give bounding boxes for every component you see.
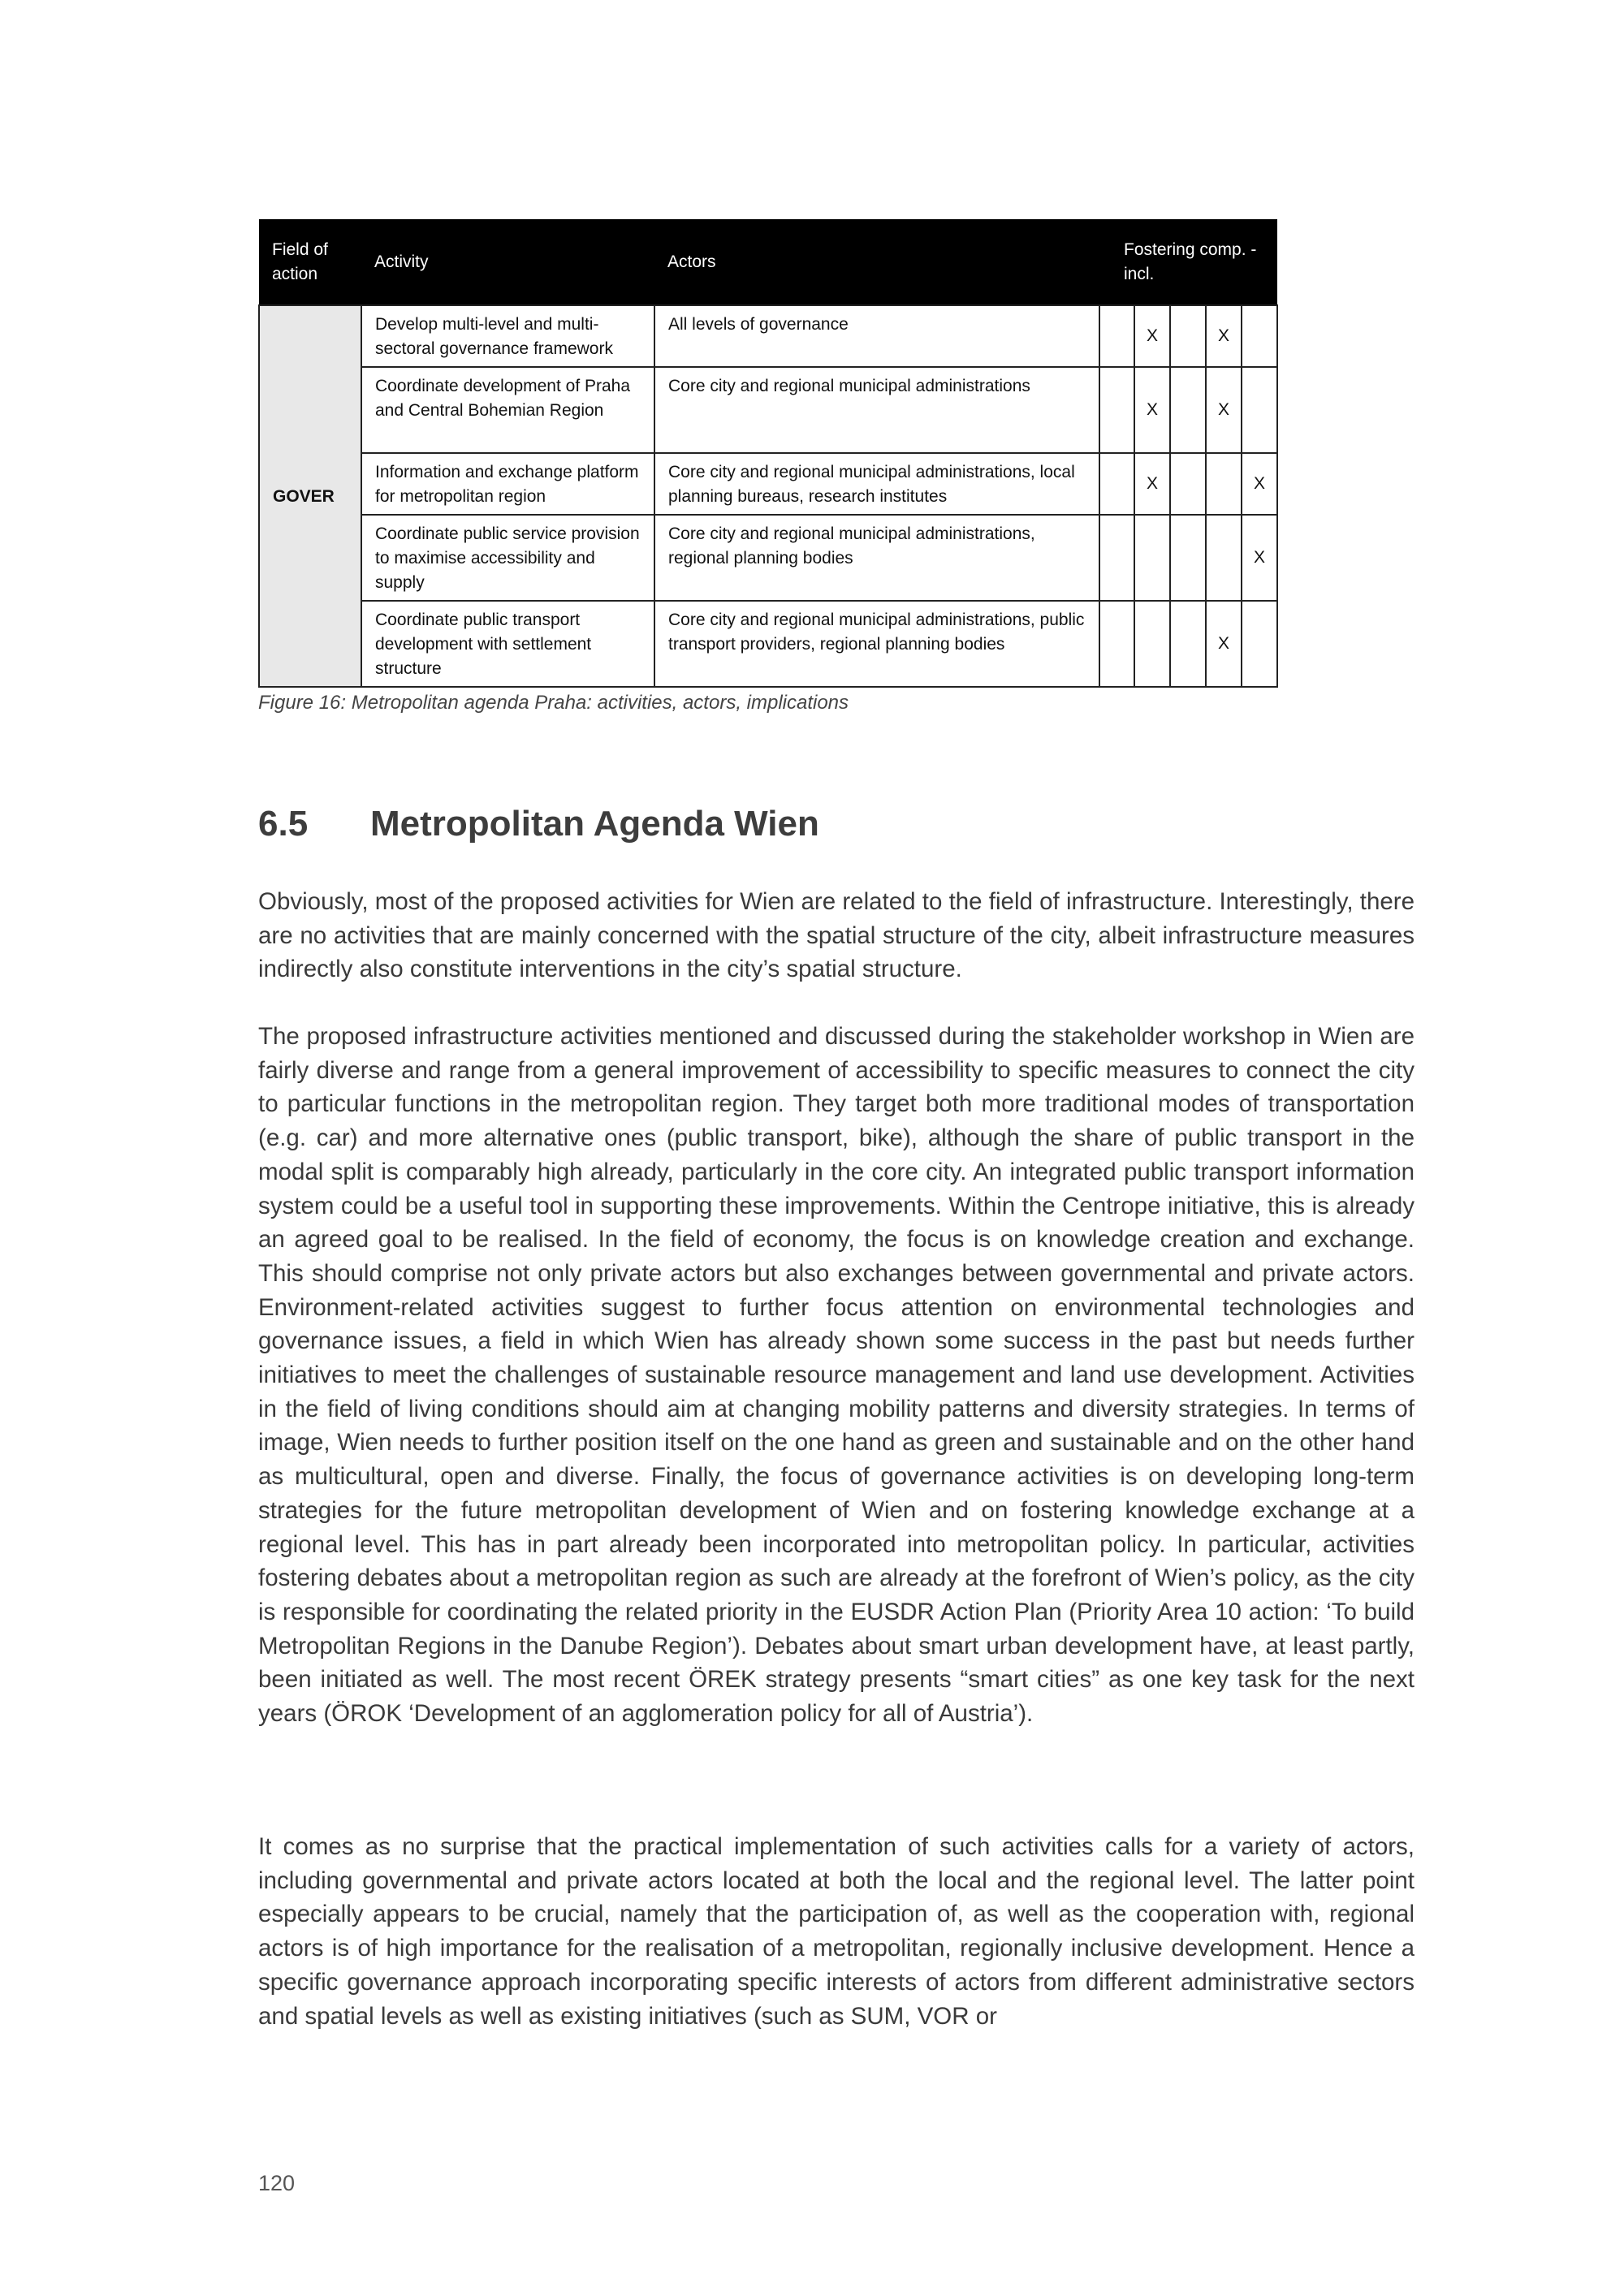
mark-cell (1099, 515, 1134, 601)
table-header-row (259, 219, 1277, 305)
mark-cell (1134, 515, 1170, 601)
body-paragraph: It comes as no surprise that the practical implementation of such activities calls for a variety of actors, including governmental and private actors located at both the local and the regional level. The latter point especially appears to be crucial, namely that the participation of, as well as the cooperation with, regional actors is of high importance for the realisation of a metropolitan, regionally inclusive development. Hence a specific governance approach incorporating specific interests of actors from different administrative sectors and spatial levels as well as existing initiatives (such as SUM, VOR or (258, 1833, 1415, 2030)
field-of-action-cell: GOVER (259, 305, 361, 687)
mark-cell (1134, 601, 1170, 687)
mark-cell (1170, 453, 1206, 515)
mark-cell (1242, 601, 1277, 687)
activity-cell: Develop multi-level and multi-sectoral governance framework (361, 305, 654, 367)
header-field-of-action: Field of action (259, 219, 361, 305)
mark-cell (1170, 515, 1206, 601)
mark-cell (1099, 305, 1134, 367)
table-row (259, 515, 1277, 601)
section-number: 6.5 (258, 804, 309, 844)
activity-cell: Information and exchange platform for metropolitan region (361, 453, 654, 515)
mark-cell: X (1206, 305, 1242, 367)
header-fostering: Fostering comp. - incl. (1099, 219, 1277, 305)
mark-cell (1242, 367, 1277, 453)
figure-caption: Figure 16: Metropolitan agenda Praha: activities, actors, implications (258, 692, 849, 714)
section-heading (258, 804, 819, 844)
activity-cell: Coordinate public transport development with settlement structure (361, 601, 654, 687)
actors-cell: All levels of governance (654, 305, 1099, 367)
mark-cell (1170, 367, 1206, 453)
mark-cell (1099, 453, 1134, 515)
mark-cell (1206, 453, 1242, 515)
mark-cell: X (1206, 601, 1242, 687)
actors-cell: Core city and regional municipal administrations (654, 367, 1099, 453)
activity-cell: Coordinate public service provision to maximise accessibility and supply (361, 515, 654, 601)
mark-cell: X (1206, 367, 1242, 453)
mark-cell (1099, 601, 1134, 687)
body-paragraph: The proposed infrastructure activities mentioned and discussed during the stakeholder workshop in Wien are fairly diverse and range from a general improvement of accessibility to specific measures to connect the city to particular functions in the metropolitan region. They target both more traditional modes of transportation (e.g. car) and more alternative ones (public transport, bike), although the share of public transport in the modal split is comparably high already, particularly in the core city. An integrated public transport information system could be a useful tool in supporting these improvements. Within the Centrope initiative, this is already an agreed goal to be realised. In the field of economy, the focus is on knowledge creation and exchange. This should comprise not only private actors but also exchanges between governmental and private actors. Environment-related activities suggest to further focus attention on environmental technologies and governance issues, a field in which Wien has already shown some success in the past but needs further initiatives to meet the challenges of sustainable resource management and land use development. Activities in the field of living conditions should aim at changing mobility patterns and diversity strategies. In terms of image, Wien needs to further position itself on the one hand as green and sustainable and on the other hand as multicultural, open and diverse. Finally, the focus of governance activities is on developing long-term strategies for the future metropolitan development of Wien and on fostering knowledge exchange at a regional level. This has in part already been incorporated into metropolitan policy. In particular, activities fostering debates about a metropolitan region as such are already at the forefront of Wien’s policy, as the city is responsible for coordinating the related priority in the EUSDR Action Plan (Priority Area 10 action: ‘To build Metropolitan Regions in the Danube Region’). Debates about smart urban development have, at least partly, been initiated as well. The most recent ÖREK strategy presents “smart cities” as one key task for the next years (ÖROK ‘Development of an agglomeration policy for all of Austria’). (258, 1023, 1415, 1728)
header-actors: Actors (654, 219, 1099, 305)
actors-cell: Core city and regional municipal administrations, local planning bureaus, research institutes (654, 453, 1099, 515)
mark-cell (1099, 367, 1134, 453)
mark-cell: X (1134, 453, 1170, 515)
agenda-table (258, 219, 1278, 688)
header-activity: Activity (361, 219, 654, 305)
actors-cell: Core city and regional municipal administrations, public transport providers, regional planning bodies (654, 601, 1099, 687)
page-number: 120 (258, 2171, 296, 2195)
table-row (259, 305, 1277, 367)
table-row (259, 367, 1277, 453)
table-row (259, 601, 1277, 687)
mark-cell: X (1242, 515, 1277, 601)
mark-cell: X (1134, 367, 1170, 453)
mark-cell (1242, 305, 1277, 367)
mark-cell: X (1242, 453, 1277, 515)
mark-cell: X (1134, 305, 1170, 367)
section-title: Metropolitan Agenda Wien (370, 804, 819, 844)
activity-cell: Coordinate development of Praha and Central Bohemian Region (361, 367, 654, 453)
table-row (259, 453, 1277, 515)
body-paragraph: Obviously, most of the proposed activities for Wien are related to the field of infrastructure. Interestingly, there are no activities that are mainly concerned with the spatial structure of the city, albeit infrastructure measures indirectly also constitute interventions in the city’s spatial structure. (258, 888, 1415, 983)
actors-cell: Core city and regional municipal administrations, regional planning bodies (654, 515, 1099, 601)
mark-cell (1206, 515, 1242, 601)
mark-cell (1170, 305, 1206, 367)
mark-cell (1170, 601, 1206, 687)
